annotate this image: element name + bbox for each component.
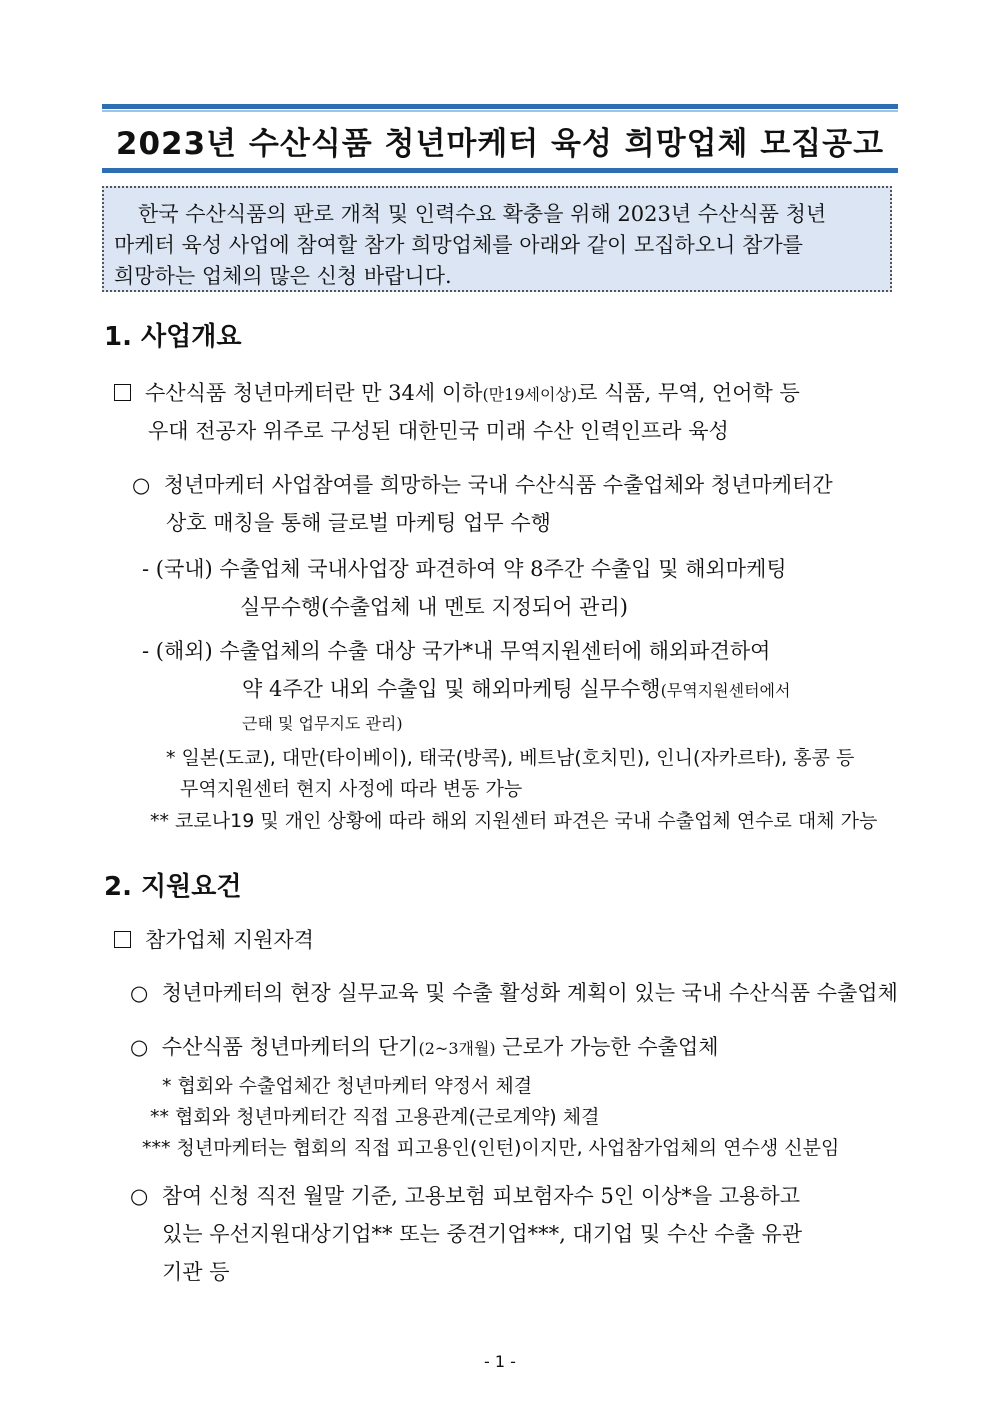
s2-note-b: ** 협회와 청년마케터간 직접 고용관계(근로계약) 체결	[150, 1106, 600, 1128]
s1-note-2: ** 코로나19 및 개인 상황에 따라 해외 지원센터 파견은 국내 수출업체 연수로 대체 가능	[150, 810, 878, 832]
intro-line-2: 마케터 육성 사업에 참여할 참가 희망업체를 아래와 같이 모집하오니 참가를	[114, 233, 803, 257]
intro-line-1: 한국 수산식품의 판로 개척 및 인력수요 확충을 위해 2023년 수산식품 청년	[138, 202, 827, 226]
circle-bullet-icon: ○	[130, 1035, 149, 1059]
section-1-heading: 1. 사업개요	[104, 322, 242, 352]
s2-circle-1: ○ 청년마케터의 현장 실무교육 및 수출 활성화 계획이 있는 국내 수산식품 수출업체	[130, 981, 898, 1005]
s1-domestic-line-2: 실무수행(수출업체 내 멘토 지정되어 관리)	[240, 595, 628, 619]
s1-box-line-1: 수산식품 청년마케터란 만 34세 이하(만19세이상)로 식품, 무역, 언어학 등	[114, 377, 800, 407]
s1-overseas-line-3: 근태 및 업무지도 관리)	[242, 714, 403, 733]
s1-overseas-line-2: 약 4주간 내외 수출입 및 해외마케팅 실무수행(무역지원센터에서	[242, 677, 791, 701]
intro-box	[102, 186, 892, 292]
s2-circle-3-line-3: 기관 등	[162, 1260, 230, 1284]
s1-overseas-line-1: - (해외) 수출업체의 수출 대상 국가*내 무역지원센터에 해외파견하여	[142, 639, 771, 663]
s2-circle-3-line-1: ○ 참여 신청 직전 월말 기준, 고용보험 피보험자수 5인 이상*을 고용하고	[130, 1184, 801, 1208]
s1-note-1-line-1: * 일본(도쿄), 대만(타이베이), 태국(방콕), 베트남(호치민), 인니(자카르타), 홍콩 등	[166, 747, 855, 769]
page-title: 2023년 수산식품 청년마케터 육성 희망업체 모집공고	[115, 126, 885, 162]
title-rule-top-thin	[102, 110, 898, 112]
page-number: - 1 -	[484, 1352, 516, 1371]
checkbox-icon	[114, 931, 131, 948]
circle-bullet-icon: ○	[132, 473, 151, 497]
checkbox-icon	[114, 384, 131, 401]
title-rule-top	[102, 104, 898, 109]
s2-note-c: *** 청년마케터는 협회의 직접 피고용인(인턴)이지만, 사업참가업체의 연수생 신분임	[142, 1137, 840, 1159]
s2-box-line: 참가업체 지원자격	[114, 924, 314, 954]
s1-box-line-2: 우대 전공자 위주로 구성된 대한민국 미래 수산 인력인프라 육성	[148, 419, 729, 443]
s1-domestic-line-1: - (국내) 수출업체 국내사업장 파견하여 약 8주간 수출입 및 해외마케팅	[142, 557, 787, 581]
title-rule-bottom	[102, 168, 898, 173]
s1-note-1-line-2: 무역지원센터 현지 사정에 따라 변동 가능	[180, 778, 523, 800]
intro-line-3: 희망하는 업체의 많은 신청 바랍니다.	[114, 264, 452, 288]
s2-circle-2: ○ 수산식품 청년마케터의 단기(2~3개월) 근로가 가능한 수출업체	[130, 1035, 719, 1059]
s1-circle-line-1: ○ 청년마케터 사업참여를 희망하는 국내 수산식품 수출업체와 청년마케터간	[132, 473, 833, 497]
s1-circle-line-2: 상호 매칭을 통해 글로벌 마케팅 업무 수행	[166, 511, 551, 535]
circle-bullet-icon: ○	[130, 1184, 149, 1208]
s2-note-a: * 협회와 수출업체간 청년마케터 약정서 체결	[162, 1075, 533, 1097]
section-2-heading: 2. 지원요건	[104, 872, 242, 902]
s2-circle-3-line-2: 있는 우선지원대상기업** 또는 중견기업***, 대기업 및 수산 수출 유관	[162, 1222, 803, 1246]
circle-bullet-icon: ○	[130, 981, 149, 1005]
